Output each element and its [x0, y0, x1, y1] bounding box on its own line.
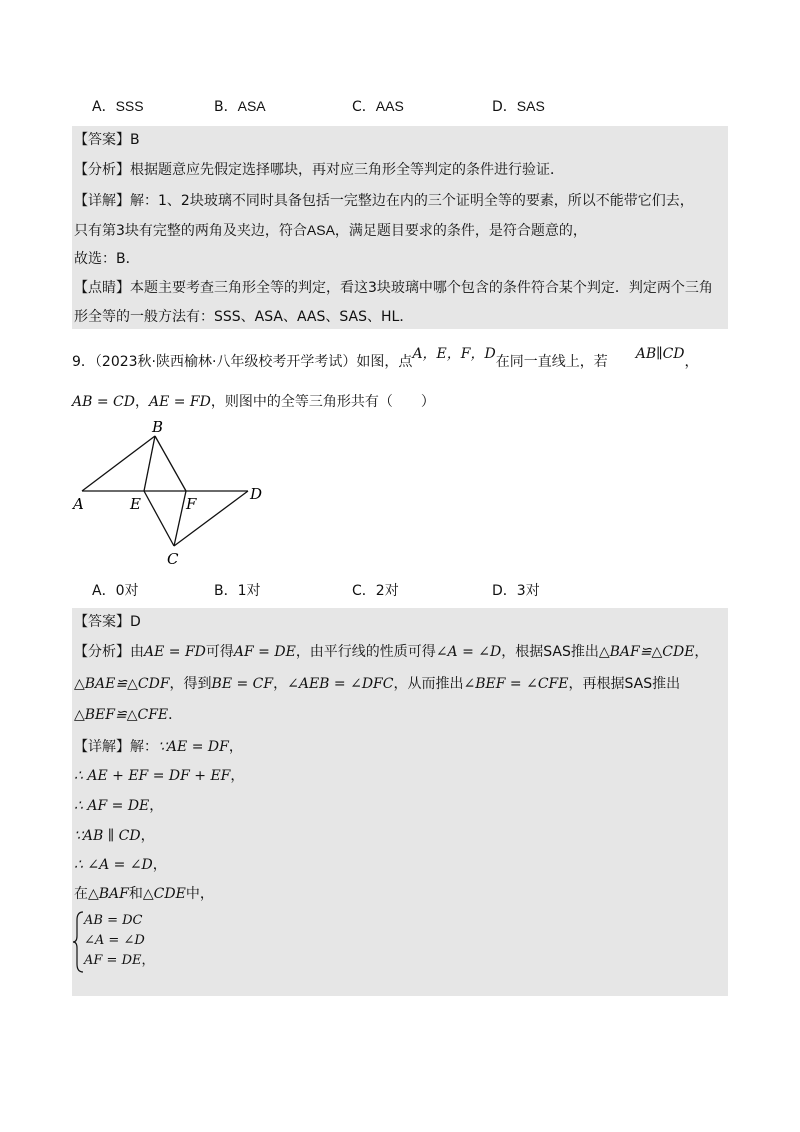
segment-ab: [82, 436, 155, 491]
text: 【分析】由: [74, 644, 144, 660]
text: ，: [230, 768, 245, 784]
q9-stem-line1: [72, 346, 699, 372]
option-text: SAS: [516, 98, 545, 114]
option-text: 2对: [375, 583, 399, 599]
segment-ec: [144, 491, 174, 546]
math: ASA: [306, 222, 335, 238]
q9-solution-block: [72, 608, 728, 996]
text: ，: [152, 857, 167, 873]
q9-step-1: [74, 766, 244, 786]
option-text: ASA: [237, 98, 266, 114]
math: AB = CD: [72, 394, 135, 410]
q8-choose: 故选：B．: [74, 251, 140, 267]
text: 可得: [205, 644, 234, 660]
label-b: B: [152, 418, 164, 436]
q9-option-c: [352, 581, 399, 601]
text: ，则图中的全等三角形共有（ ）: [210, 394, 435, 410]
segment-bf: [155, 436, 186, 491]
q8-detail-line1: 【详解】解：1、2块玻璃不同时具备包括一完整边在内的三个证明全等的要素，所以不能带它们去，: [74, 193, 694, 209]
text: ，: [273, 676, 288, 692]
q9-analysis-line1: [74, 642, 708, 662]
text: ，满足题目要求的条件，是符合题意的，: [334, 223, 587, 239]
q9-analysis-line2: [74, 674, 680, 694]
text: ，再根据SAS推出: [568, 676, 681, 692]
q8-analysis: 【分析】根据题意应先假定选择哪块，再对应三角形全等判定的条件进行验证．: [74, 162, 564, 178]
q9-option-d: [492, 581, 540, 601]
math: ∠AEB = ∠DFC: [287, 676, 394, 692]
text: 只有第3块有完整的两角及夹边，符合: [74, 223, 307, 239]
text: ，: [694, 644, 709, 660]
q8-option-d: [492, 96, 545, 117]
text: ，根据SAS推出: [501, 644, 599, 660]
math: △CDE: [142, 886, 186, 902]
text: 在: [74, 886, 88, 902]
option-letter: A．: [92, 583, 116, 599]
option-letter: D．: [492, 583, 517, 599]
math: ∠A = ∠D: [435, 644, 502, 660]
q9-option-b: [214, 581, 261, 601]
math: ∴ AF = DE: [74, 798, 150, 814]
math: AF = DE: [84, 953, 142, 968]
math: BE = CF: [211, 676, 274, 692]
math: △BAE≌△CDF: [74, 676, 170, 692]
q8-option-a: [92, 96, 144, 117]
segment-be: [144, 436, 155, 491]
q8-option-b: [214, 96, 266, 117]
math: △BEF≌△CFE: [74, 707, 169, 723]
option-letter: C．: [352, 99, 376, 115]
option-text: AAS: [375, 98, 404, 114]
q8-point-line1: 【点睛】本题主要考查三角形全等的判定，看这3块玻璃中哪个包含的条件符合某个判定．判定两个三角: [74, 280, 713, 296]
text: ，: [134, 394, 149, 410]
text: 在同一直线上，若: [495, 354, 608, 370]
text: ，: [140, 828, 155, 844]
option-text: 3对: [516, 583, 540, 599]
math: △BAF≌△CDE: [598, 644, 695, 660]
math: ∴ ∠A = ∠D: [74, 857, 153, 873]
math: A，E，F，D: [412, 346, 496, 362]
text: ，: [684, 354, 699, 370]
q8-point-line2: 形全等的一般方法有：SSS、ASA、AAS、SAS、HL．: [74, 309, 414, 325]
q8-detail-line2: [74, 220, 587, 241]
q8-answer: 【答案】B: [74, 132, 140, 148]
label-a: A: [73, 495, 84, 513]
option-text: SSS: [115, 98, 144, 114]
system-eq-2: ∠A = ∠D: [84, 933, 145, 948]
system-eq-1: AB = DC: [84, 913, 143, 928]
q9-step-4: [74, 855, 167, 875]
math: ∵AB ∥ CD: [74, 828, 141, 844]
q9-detail-head: [74, 737, 243, 757]
text: 【详解】解：: [74, 739, 158, 755]
text: ，得到: [169, 676, 212, 692]
text: ，: [228, 739, 243, 755]
q9-analysis-line3: [74, 705, 182, 725]
text: 中，: [185, 886, 214, 902]
math: ∴ AE + EF = DF + EF: [74, 768, 231, 784]
option-letter: B．: [214, 99, 238, 115]
q9-answer: 【答案】D: [74, 614, 141, 630]
q9-option-a: [92, 581, 139, 601]
text: ．: [168, 707, 183, 723]
option-letter: C．: [352, 583, 376, 599]
q9-stem-line2: [72, 392, 435, 412]
math: ∠BEF = ∠CFE: [463, 676, 569, 692]
label-e: E: [130, 495, 141, 513]
q9-geometry-figure: [70, 415, 280, 570]
q8-option-c: [352, 96, 404, 117]
option-letter: D．: [492, 99, 517, 115]
q9-step-2: [74, 796, 163, 816]
text: ，: [141, 953, 155, 968]
system-eq-3: [84, 951, 155, 970]
label-f: F: [186, 495, 197, 513]
math: AE = FD: [148, 394, 211, 410]
math: AB∥CD: [635, 346, 685, 362]
math: △BAF: [88, 886, 129, 902]
option-letter: B．: [214, 583, 238, 599]
option-letter: A．: [92, 99, 116, 115]
text: 9．（2023秋·陕西榆林·八年级校考开学考试）如图，点: [72, 354, 413, 370]
option-text: 0对: [115, 583, 139, 599]
text: ，从而推出: [393, 676, 464, 692]
option-text: 1对: [237, 583, 261, 599]
text: 和: [128, 886, 143, 902]
math: AF = DE: [233, 644, 296, 660]
label-c: C: [167, 550, 179, 568]
q9-step-3: [74, 826, 155, 846]
text: ，: [149, 798, 164, 814]
math: ∵AE = DF: [158, 739, 229, 755]
text: ，由平行线的性质可得: [295, 644, 436, 660]
q9-in-triangles: [74, 884, 214, 904]
math: AE = FD: [144, 644, 206, 660]
label-d: D: [250, 485, 263, 503]
